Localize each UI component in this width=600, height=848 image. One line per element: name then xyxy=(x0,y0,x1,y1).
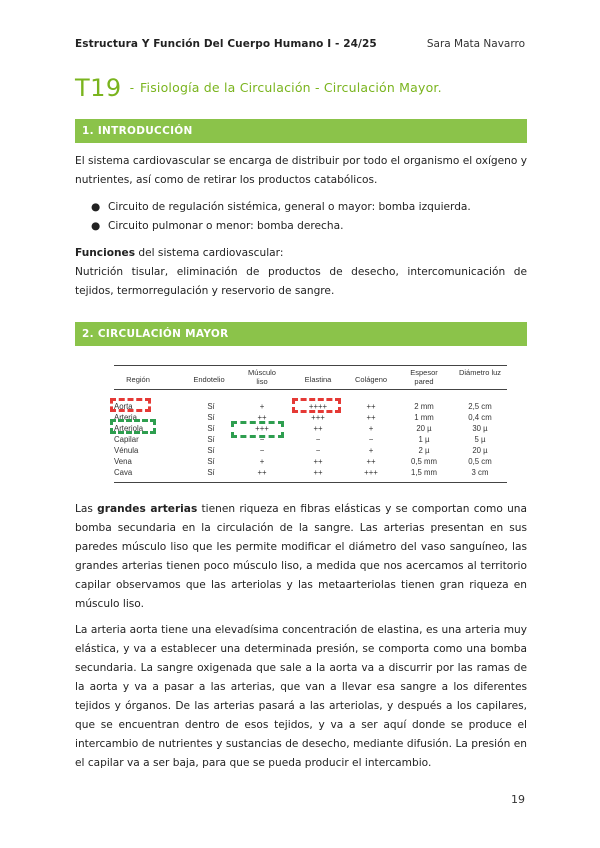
cell-espesor: 2 mm xyxy=(414,402,434,411)
cell-endotelio: Sí xyxy=(207,413,215,422)
cell-diametro: 20 µ xyxy=(472,446,488,455)
cell-region: Vénula xyxy=(114,446,139,455)
cell-diametro: 30 µ xyxy=(472,424,488,433)
highlight-green-musculo xyxy=(231,421,284,438)
cell-espesor: 1 µ xyxy=(418,435,430,444)
cell-colageno: ++ xyxy=(366,402,376,411)
header-endotelio: Endotelio xyxy=(193,375,225,384)
cell-elastina: − xyxy=(315,435,321,444)
title-dash: - xyxy=(129,81,135,95)
header-elastina: Elastina xyxy=(304,375,332,384)
cell-elastina: ++ xyxy=(313,424,323,433)
list-item: ● Circuito pulmonar o menor: bomba derecha. xyxy=(75,217,527,236)
cell-musculo: − xyxy=(259,446,265,455)
paragraph-aorta: La arteria aorta tiene una elevadísima concentración de elastina, es una arteria muy elástica, y va a establecer una determinada presión, se comporta como una bomba secundaria. La sangre oxigenada que sale a la aorta va a discurrir por las ramas de la aorta y va a pasar a las arterias, que van a llevar esa sangre a los diferentes tejidos y órganos. De las arterias pasará a las arteriolas, y después a los capilares, que se encuentran dentro de esos tejidos, y va a ser aquí donde se produce el intercambio de nutrientes y sustancias de desecho, mediante difusión. La presión en el capilar va a ser baja, para que se pueda producir el intercambio. xyxy=(75,624,527,769)
cell-espesor: 20 µ xyxy=(416,424,432,433)
cell-elastina: ++ xyxy=(313,457,323,466)
highlight-red-aorta xyxy=(110,398,151,412)
bullet-icon: ● xyxy=(91,220,101,232)
cell-colageno: + xyxy=(368,424,374,433)
cell-region: Capilar xyxy=(114,435,139,444)
topic-title xyxy=(75,74,560,102)
cell-endotelio: Sí xyxy=(207,435,215,444)
cell-espesor: 1,5 mm xyxy=(411,468,437,477)
cell-colageno: ++ xyxy=(366,457,376,466)
list-item: ● Circuito de regulación sistémica, general o mayor: bomba izquierda. xyxy=(75,198,527,217)
section-circulacion-mayor: 2. CIRCULACIÓN MAYOR xyxy=(75,322,527,346)
cell-diametro: 5 µ xyxy=(474,435,486,444)
cell-musculo: + xyxy=(259,402,265,411)
cell-espesor: 0,5 mm xyxy=(411,457,437,466)
table-header-rule xyxy=(114,389,507,390)
cell-musculo: ++ xyxy=(257,468,267,477)
cell-region: Arteria xyxy=(114,413,137,422)
cell-colageno: ++ xyxy=(366,413,376,422)
topic-code: T19 xyxy=(75,74,122,102)
cell-endotelio: Sí xyxy=(207,424,215,433)
cell-colageno: − xyxy=(368,435,374,444)
header-region: Región xyxy=(126,375,150,384)
bullet-icon: ● xyxy=(91,201,101,213)
cell-colageno: +++ xyxy=(364,468,378,477)
circuit-list xyxy=(75,198,527,236)
course-title: Estructura Y Función Del Cuerpo Humano I - 24/25 xyxy=(75,38,377,50)
cell-region: Aorta xyxy=(114,402,133,411)
cell-diametro: 0,5 cm xyxy=(468,457,492,466)
grandes-arterias-bold: grandes arterias xyxy=(97,503,198,515)
funciones-bold: Funciones xyxy=(75,247,136,259)
header-diametro-luz: Diámetro luz xyxy=(458,368,502,377)
paragraph-grandes-arterias: Las grandes arterias tienen riqueza en fibras elásticas y se comportan como una bomba secundaria en la circulación de la sangre. Las arterias presentan en sus paredes músculo liso que les permite modificar el diámetro del vaso sanguíneo, las grandes arterias tienen poco músculo liso, a medida que nos acercamos al territorio capilar observamos que las arteriolas y las metaarteriolas tienen gran riqueza en músculo liso. xyxy=(75,503,527,610)
section-introduccion: 1. INTRODUCCIÓN xyxy=(75,119,527,143)
cell-musculo: +++ xyxy=(255,424,269,433)
highlight-red-elastina xyxy=(292,398,341,413)
cell-diametro: 2,5 cm xyxy=(468,402,492,411)
cell-endotelio: Sí xyxy=(207,457,215,466)
cell-endotelio: Sí xyxy=(207,402,215,411)
header-colageno: Colágeno xyxy=(354,375,388,384)
cell-diametro: 0,4 cm xyxy=(468,413,492,422)
cell-colageno: + xyxy=(368,446,374,455)
cell-elastina: ++ xyxy=(313,468,323,477)
cell-diametro: 3 cm xyxy=(471,468,489,477)
funciones-text: Nutrición tisular, eliminación de productos de desecho, intercomunicación de tejidos, termorregulación y reservorio de sangre. xyxy=(75,266,527,297)
cell-endotelio: Sí xyxy=(207,446,215,455)
cell-region: Vena xyxy=(114,457,132,466)
author-name: Sara Mata Navarro xyxy=(426,38,525,50)
cell-region: Arteriola xyxy=(114,424,144,433)
cell-endotelio: Sí xyxy=(207,468,215,477)
header-espesor-pared: Espesor pared xyxy=(410,368,438,386)
header-musculo-liso: Músculo liso xyxy=(248,368,276,386)
cell-espesor: 2 µ xyxy=(418,446,430,455)
vessel-table xyxy=(114,365,507,485)
page-header xyxy=(75,38,525,56)
cell-musculo: ++ xyxy=(257,413,267,422)
cell-musculo: − xyxy=(259,435,265,444)
cell-espesor: 1 mm xyxy=(414,413,434,422)
page-number: 19 xyxy=(511,793,525,806)
table-bottom-rule xyxy=(114,482,507,483)
cell-musculo: + xyxy=(259,457,265,466)
cell-region: Cava xyxy=(114,468,133,477)
cell-elastina: ++++ xyxy=(308,402,328,411)
table-top-rule xyxy=(114,365,507,366)
highlight-green-arteriola xyxy=(110,419,156,434)
cell-elastina: − xyxy=(315,446,321,455)
cell-elastina: +++ xyxy=(311,413,325,422)
topic-name: Fisiología de la Circulación - Circulación Mayor. xyxy=(140,80,442,95)
intro-paragraph: El sistema cardiovascular se encarga de distribuir por todo el organismo el oxígeno y nutrientes, así como de retirar los productos catabólicos. xyxy=(75,155,527,186)
funciones-heading: Funciones del sistema cardiovascular: xyxy=(75,247,284,259)
